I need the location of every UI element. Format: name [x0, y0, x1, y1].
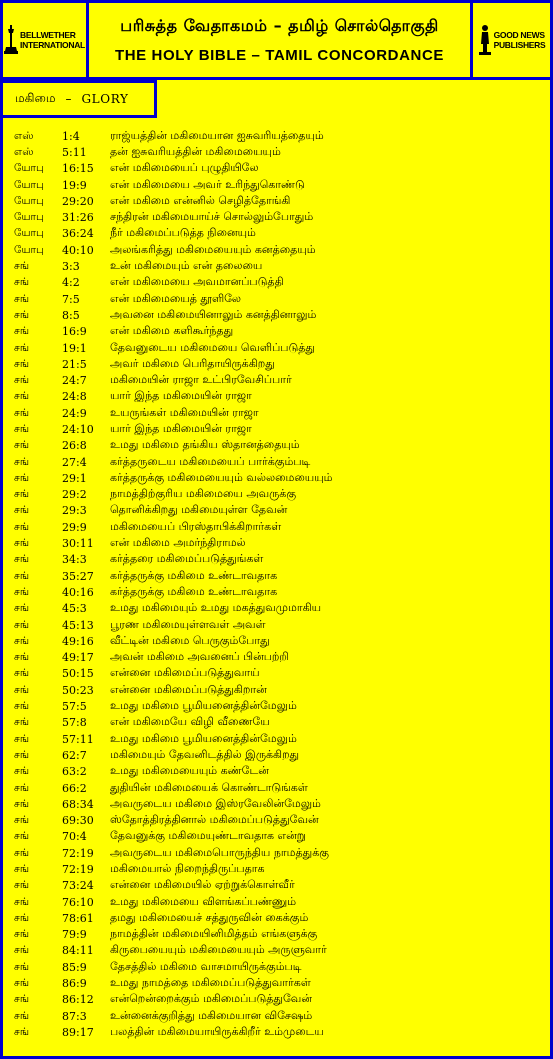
entry-text: உமது மகிமை பூமியனைத்தின்மேலும்	[110, 731, 297, 745]
entry-text: உன்னைக்குறித்து மகிமையான விசேஷம்	[110, 1008, 313, 1022]
entry-reference: 16:9	[62, 325, 87, 339]
entry-reference: 68:34	[62, 797, 94, 811]
entry-book: சங்	[14, 700, 30, 713]
concordance-entry	[14, 633, 544, 649]
concordance-entry	[14, 291, 544, 307]
concordance-entry	[14, 601, 544, 617]
concordance-entry	[14, 307, 544, 323]
entry-text: ஸ்தோத்திரத்தினால் மகிமைப்படுத்துவேன்	[110, 813, 319, 827]
entry-book: சங்	[14, 260, 30, 273]
entry-text: தொனிக்கிறது மகிமையுள்ள தேவன்	[110, 503, 288, 517]
entry-reference: 69:30	[62, 814, 94, 828]
entry-reference: 24:7	[62, 374, 87, 388]
entry-book: சங்	[14, 1025, 30, 1038]
concordance-entry	[14, 144, 544, 160]
entry-book: சங்	[14, 422, 30, 435]
concordance-list	[14, 128, 544, 1041]
concordance-entry	[14, 356, 544, 372]
entry-text: உமது மகிமை பூமியனைத்தின்மேலும்	[110, 699, 297, 713]
entry-text: அவனை மகிமையினாலும் கனத்தினாலும்	[110, 307, 317, 321]
entry-book: சங்	[14, 846, 30, 859]
concordance-entry	[14, 584, 544, 600]
entry-text: என் மகிமையை அவர் உரிந்துகொண்டு	[110, 177, 305, 191]
concordance-entry	[14, 910, 544, 926]
entry-book: சங்	[14, 993, 30, 1006]
entry-reference: 27:4	[62, 455, 87, 469]
entry-text: என்னை மகிமைப்படுத்துவாய்	[110, 666, 260, 680]
entry-book: சங்	[14, 960, 30, 973]
concordance-entry	[14, 878, 544, 894]
entry-reference: 73:24	[62, 879, 94, 893]
entry-reference: 19:1	[62, 341, 87, 355]
entry-book: சங்	[14, 1009, 30, 1022]
entry-reference: 5:11	[62, 145, 87, 159]
concordance-entry	[14, 796, 544, 812]
page-header	[0, 0, 553, 80]
entry-text: யார் இந்த மகிமையின் ராஜா	[110, 421, 252, 435]
entry-book: சங்	[14, 537, 30, 550]
entry-reference: 40:16	[62, 585, 94, 599]
entry-book: சங்	[14, 406, 30, 419]
entry-book: சங்	[14, 765, 30, 778]
entry-book: சங்	[14, 488, 30, 501]
entry-reference: 86:9	[62, 977, 87, 991]
entry-text: உயருங்கள் மகிமையின் ராஜா	[110, 405, 259, 419]
entry-book: சங்	[14, 308, 30, 321]
entry-reference: 49:16	[62, 634, 94, 648]
concordance-entry	[14, 161, 544, 177]
entry-book: சங்	[14, 863, 30, 875]
entry-reference: 89:17	[62, 1025, 94, 1039]
entry-text: உமது மகிமை தங்கிய ஸ்தானத்தையும்	[110, 438, 300, 452]
entry-book: சங்	[14, 585, 30, 598]
title-box	[89, 3, 470, 77]
entry-book: சங்	[14, 879, 30, 892]
entry-book: சங்	[14, 569, 30, 582]
entry-text: உமது மகிமையை விளங்கப்பண்ணும்	[110, 894, 297, 908]
entry-book: சங்	[14, 504, 30, 517]
entry-text: கர்த்தருக்கு மகிமை உண்டாவதாக	[110, 568, 278, 582]
entry-text: என்னை மகிமைப்படுத்துகிறான்	[110, 682, 267, 696]
entry-book: சங்	[14, 895, 30, 908]
entry-reference: 45:3	[62, 602, 87, 616]
entry-book: சங்	[14, 667, 30, 680]
entry-book: சங்	[14, 830, 30, 843]
right-logo-line2: PUBLISHERS	[493, 40, 546, 50]
entry-book: சங்	[14, 553, 30, 566]
entry-reference: 21:5	[62, 357, 87, 371]
concordance-entry	[14, 715, 544, 731]
entry-text: பலத்தின் மகிமையாயிருக்கிறீர் உம்முடைய	[110, 1024, 324, 1038]
entry-reference: 7:5	[62, 292, 80, 306]
entry-text: என்றென்றைக்கும் மகிமைப்படுத்துவேன்	[110, 992, 312, 1006]
entry-text: மகிமையின் ராஜா உட்பிரவேசிப்பார்	[110, 373, 292, 387]
entry-book: சங்	[14, 341, 30, 354]
concordance-entry	[14, 845, 544, 861]
entry-book: எஸ்	[14, 129, 34, 142]
entry-reference: 24:8	[62, 390, 87, 404]
entry-text: துதியின் மகிமையைக் கொண்டாடுங்கள்	[110, 780, 308, 794]
entry-text: நாமத்தின் மகிமையினிமித்தம் எங்களுக்கு	[110, 927, 318, 941]
concordance-entry	[14, 535, 544, 551]
good-news-logo	[478, 24, 546, 56]
concordance-entry	[14, 617, 544, 633]
concordance-entry	[14, 275, 544, 291]
entry-text: என்னை மகிமையில் ஏற்றுக்கொள்வீர்	[110, 878, 295, 892]
entry-text: கர்த்தருக்கு மகிமை உண்டாவதாக	[110, 584, 278, 598]
concordance-entry	[14, 454, 544, 470]
entry-book: சங்	[14, 602, 30, 615]
entry-book: யோபு	[14, 227, 44, 240]
entry-reference: 26:8	[62, 439, 87, 453]
entry-reference: 62:7	[62, 748, 87, 762]
entry-book: சங்	[14, 390, 30, 403]
concordance-entry	[14, 975, 544, 991]
entry-text: கர்த்தருடைய மகிமையைப் பார்க்கும்படி	[110, 454, 311, 468]
entry-reference: 29:2	[62, 488, 87, 502]
entry-book: சங்	[14, 748, 30, 761]
entry-book: யோபு	[14, 211, 44, 224]
entry-book: சங்	[14, 292, 30, 305]
entry-text: கிருபையையும் மகிமையையும் அருளுவார்	[110, 943, 327, 957]
concordance-entry	[14, 372, 544, 388]
entry-book: சங்	[14, 325, 30, 338]
concordance-entry	[14, 258, 544, 274]
headword-separator: –	[65, 92, 72, 106]
entry-text: தமது மகிமையைச் சத்துருவின் கைக்கும்	[110, 910, 309, 924]
entry-book: சங்	[14, 455, 30, 468]
concordance-entry	[14, 698, 544, 714]
concordance-entry	[14, 242, 544, 258]
entry-reference: 78:61	[62, 911, 94, 925]
concordance-entry	[14, 568, 544, 584]
concordance-entry	[14, 1024, 544, 1040]
concordance-entry	[14, 650, 544, 666]
entry-reference: 66:2	[62, 781, 87, 795]
concordance-entry	[14, 438, 544, 454]
lamp-icon	[4, 25, 18, 55]
entry-book: சங்	[14, 471, 30, 484]
concordance-entry	[14, 128, 544, 144]
entry-book: சங்	[14, 634, 30, 647]
entry-reference: 84:11	[62, 944, 94, 958]
concordance-entry	[14, 389, 544, 405]
entry-reference: 50:15	[62, 667, 94, 681]
entry-reference: 24:9	[62, 406, 87, 420]
entry-book: சங்	[14, 814, 30, 827]
entry-reference: 24:10	[62, 422, 94, 436]
entry-text: கர்த்தரை மகிமைப்படுத்துங்கள்	[110, 552, 264, 566]
title-english: THE HOLY BIBLE – TAMIL CONCORDANCE	[114, 47, 445, 64]
figure-icon	[478, 24, 492, 56]
concordance-entry	[14, 324, 544, 340]
entry-text: அவன் மகிமை அவனைப் பின்பற்றி	[110, 650, 289, 664]
entry-reference: 49:17	[62, 651, 94, 665]
right-logo-line1: GOOD NEWS	[493, 30, 545, 40]
concordance-entry	[14, 470, 544, 486]
entry-text: தேவனுடைய மகிமையை வெளிப்படுத்து	[110, 340, 315, 354]
entry-book: சங்	[14, 651, 30, 664]
entry-book: யோபு	[14, 194, 44, 207]
entry-reference: 57:5	[62, 700, 87, 714]
entry-reference: 72:19	[62, 846, 94, 860]
entry-text: நாமத்திற்குரிய மகிமையை அவருக்கு	[110, 487, 297, 501]
headword-english: GLORY	[81, 92, 129, 106]
entry-reference: 29:3	[62, 504, 87, 518]
entry-book: சங்	[14, 618, 30, 631]
entry-reference: 36:24	[62, 227, 94, 241]
concordance-entry	[14, 829, 544, 845]
concordance-entry	[14, 731, 544, 747]
entry-text: அலங்கரித்து மகிமையையும் கனத்தையும்	[110, 242, 316, 256]
concordance-entry	[14, 1008, 544, 1024]
entry-book: சங்	[14, 374, 30, 387]
left-logo-box	[3, 3, 89, 77]
concordance-entry	[14, 209, 544, 225]
entry-book: சங்	[14, 928, 30, 941]
entry-reference: 3:3	[62, 260, 80, 274]
entry-text: தன் ஐசுவரியத்தின் மகிமையையும்	[110, 144, 281, 158]
entry-reference: 29:1	[62, 471, 87, 485]
concordance-entry	[14, 682, 544, 698]
right-logo-box	[470, 3, 550, 77]
entry-text: நீர் மகிமைப்படுத்த நினையும்	[110, 226, 256, 240]
concordance-entry	[14, 812, 544, 828]
entry-text: என் மகிமை அமர்ந்திராமல்	[110, 536, 246, 550]
entry-text: உமது மகிமையும் உமது மகத்துவமுமாகிய	[110, 601, 322, 615]
entry-reference: 4:2	[62, 276, 80, 290]
entry-text: தேசத்தில் மகிமை வாசமாயிருக்கும்படி	[110, 959, 302, 973]
entry-reference: 72:19	[62, 863, 94, 876]
entry-reference: 1:4	[62, 129, 80, 143]
entry-text: தேவனுக்கு மகிமையுண்டாவதாக என்று	[110, 829, 306, 843]
entry-reference: 30:11	[62, 537, 94, 551]
entry-reference: 45:13	[62, 618, 94, 632]
entry-book: சங்	[14, 797, 30, 810]
entry-reference: 70:4	[62, 830, 87, 844]
entry-book: சங்	[14, 439, 30, 452]
entry-text: என் மகிமையைப் புழுதியிலே	[110, 161, 259, 175]
entry-reference: 29:9	[62, 520, 87, 534]
concordance-entry	[14, 177, 544, 193]
entry-reference: 76:10	[62, 895, 94, 909]
concordance-entry	[14, 780, 544, 796]
entry-reference: 86:12	[62, 993, 94, 1007]
entry-reference: 63:2	[62, 765, 87, 779]
entry-text: ராஜ்யத்தின் மகிமையான ஐசுவரியத்தையும்	[110, 128, 324, 142]
concordance-entry	[14, 861, 544, 877]
entry-text: மகிமையும் தேவனிடத்தில் இருக்கிறது	[110, 747, 300, 761]
entry-book: சங்	[14, 911, 30, 924]
headword-tamil: மகிமை	[15, 91, 56, 105]
headword-box	[0, 80, 157, 118]
concordance-entry	[14, 764, 544, 780]
entry-reference: 57:8	[62, 716, 87, 730]
entry-text: பூரண மகிமையுள்ளவள் அவள்	[110, 617, 266, 631]
left-logo-line1: BELLWETHER	[20, 30, 76, 40]
entry-text: உமது நாமத்தை மகிமைப்படுத்துவார்கள்	[110, 976, 311, 990]
concordance-entry	[14, 747, 544, 763]
entry-text: அவருடைய மகிமைபொருந்திய நாமத்துக்கு	[110, 845, 329, 859]
entry-book: யோபு	[14, 162, 44, 175]
concordance-entry	[14, 894, 544, 910]
concordance-entry	[14, 927, 544, 943]
entry-text: சந்திரன் மகிமையாய்ச் சொல்லும்போதும்	[110, 210, 314, 224]
entry-reference: 40:10	[62, 243, 94, 257]
concordance-entry	[14, 405, 544, 421]
entry-reference: 35:27	[62, 569, 94, 583]
entry-book: எஸ்	[14, 145, 34, 158]
concordance-entry	[14, 552, 544, 568]
left-logo-line2: INTERNATIONAL	[20, 40, 85, 50]
concordance-entry	[14, 992, 544, 1008]
entry-book: சங்	[14, 683, 30, 696]
entry-book: சங்	[14, 977, 30, 990]
entry-text: என் மகிமை களிகூர்ந்தது	[110, 324, 234, 338]
entry-text: கர்த்தருக்கு மகிமையையும் வல்லமையையும்	[110, 470, 333, 484]
concordance-entry	[14, 487, 544, 503]
entry-reference: 85:9	[62, 960, 87, 974]
entry-reference: 50:23	[62, 683, 94, 697]
entry-text: என் மகிமை என்னில் செழித்தோங்கி	[110, 193, 291, 207]
entry-book: சங்	[14, 781, 30, 794]
entry-text: மகிமையைப் பிரஸ்தாபிக்கிறார்கள்	[110, 519, 282, 533]
entry-reference: 57:11	[62, 732, 94, 746]
entry-reference: 29:20	[62, 194, 94, 208]
entry-text: உமது மகிமையையும் கண்டேன்	[110, 764, 269, 778]
entry-reference: 16:15	[62, 162, 94, 176]
bellwether-logo	[4, 25, 85, 55]
entry-book: சங்	[14, 716, 30, 729]
concordance-entry	[14, 193, 544, 209]
entry-text: மகிமையால் நிறைந்திருப்பதாக	[110, 862, 265, 875]
concordance-entry	[14, 666, 544, 682]
concordance-entry	[14, 226, 544, 242]
concordance-entry	[14, 519, 544, 535]
entry-book: யோபு	[14, 178, 44, 191]
entry-reference: 87:3	[62, 1009, 87, 1023]
concordance-entry	[14, 959, 544, 975]
entry-text: அவர் மகிமை பெரிதாயிருக்கிறது	[110, 356, 275, 370]
concordance-entry	[14, 943, 544, 959]
entry-text: என் மகிமையைத் தூளிலே	[110, 291, 242, 305]
entry-text: வீட்டின் மகிமை பெருகும்போது	[110, 633, 270, 647]
concordance-entry	[14, 340, 544, 356]
entry-book: சங்	[14, 732, 30, 745]
entry-reference: 31:26	[62, 211, 94, 225]
entry-book: யோபு	[14, 243, 44, 256]
entry-book: சங்	[14, 276, 30, 289]
entry-text: என் மகிமையே விழி வீணையே	[110, 715, 270, 729]
entry-text: என் மகிமையை அவமானப்படுத்தி	[110, 275, 284, 289]
entry-book: சங்	[14, 944, 30, 957]
entry-book: சங்	[14, 357, 30, 370]
entry-text: உன் மகிமையும் என் தலையை	[110, 259, 263, 273]
entry-reference: 79:9	[62, 928, 87, 942]
concordance-entry	[14, 503, 544, 519]
entry-text: யார் இந்த மகிமையின் ராஜா	[110, 389, 252, 403]
entry-reference: 19:9	[62, 178, 87, 192]
title-tamil: பரிசுத்த வேதாகமம் – தமிழ் சொல்தொகுதி	[120, 16, 439, 35]
entry-reference: 8:5	[62, 308, 80, 322]
entry-reference: 34:3	[62, 553, 87, 567]
entry-text: அவருடைய மகிமை இஸ்ரவேலின்மேலும்	[110, 796, 321, 810]
concordance-entry	[14, 421, 544, 437]
entry-book: சங்	[14, 520, 30, 533]
